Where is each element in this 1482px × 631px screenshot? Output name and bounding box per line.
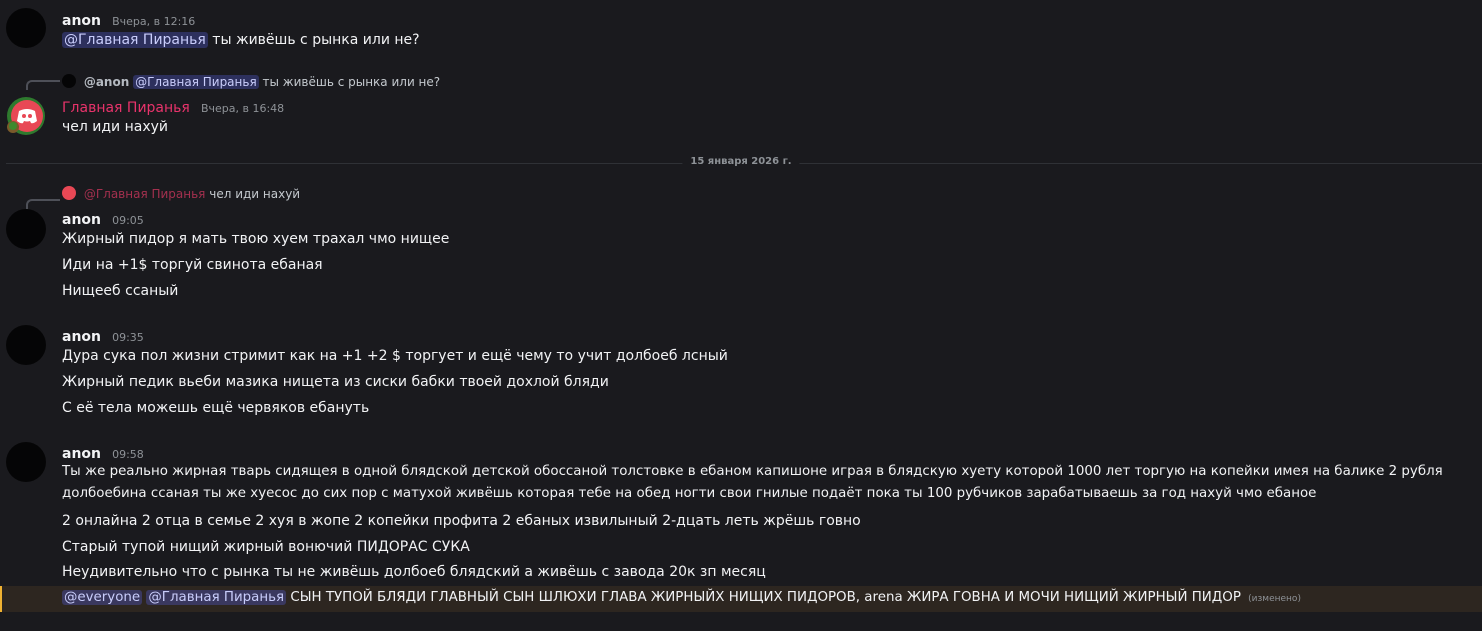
reply-preview[interactable] bbox=[62, 186, 300, 201]
date-divider-label: 15 января 2026 г. bbox=[682, 156, 799, 167]
reply-text: ты живёшь с рынка или не? bbox=[262, 75, 441, 89]
timestamp: 09:58 bbox=[112, 448, 144, 461]
reply-mention[interactable]: @Главная Пиранья bbox=[83, 187, 206, 201]
message-text: чел иди нахуй bbox=[62, 119, 169, 135]
reply-avatar bbox=[62, 74, 76, 88]
message-text: Жирный педик вьеби мазика нищета из сиски бабки твоей дохлой бляди bbox=[62, 374, 609, 390]
timestamp: 09:35 bbox=[112, 331, 144, 344]
author-name[interactable]: anon bbox=[62, 13, 101, 29]
edited-label: (изменено) bbox=[1248, 594, 1301, 604]
user-mention[interactable]: @Главная Пиранья bbox=[148, 590, 285, 605]
message-content: ты живёшь с рынка или не? bbox=[212, 32, 420, 48]
timestamp: Вчера, в 12:16 bbox=[112, 15, 196, 28]
message-text: 2 онлайна 2 отца в семье 2 хуя в жопе 2 копейки профита 2 ебаных извилыный 2-дцать леть жрёшь говно bbox=[62, 513, 861, 529]
avatar[interactable] bbox=[6, 8, 46, 48]
message-header bbox=[62, 209, 144, 228]
reply-avatar bbox=[62, 186, 76, 200]
timestamp: 09:05 bbox=[112, 214, 144, 227]
everyone-mention[interactable]: @everyone bbox=[64, 590, 141, 605]
message-header bbox=[62, 10, 195, 29]
author-name[interactable]: Главная Пиранья bbox=[62, 100, 190, 116]
author-name[interactable]: anon bbox=[62, 329, 101, 345]
message-text: Старый тупой нищий жирный вонючий ПИДОРАС СУКА bbox=[62, 539, 470, 555]
reply-spine bbox=[26, 199, 60, 209]
message-content: СЫН ТУПОЙ БЛЯДИ ГЛАВНЫЙ СЫН ШЛЮХИ ГЛАВА ЖИРНЫЙХ НИЩИХ ПИДОРОВ, arena ЖИРА ГОВНА И МОЧИ НИЩИЙ ЖИРНЫЙ ПИДОР bbox=[290, 590, 1241, 605]
avatar[interactable] bbox=[6, 209, 46, 249]
reply-preview[interactable] bbox=[62, 74, 440, 89]
message-text bbox=[62, 590, 1301, 605]
reply-spine bbox=[26, 80, 60, 90]
message-text: Иди на +1$ торгуй свинота ебаная bbox=[62, 257, 323, 273]
message-text: долбоебина ссаная ты же хуесос до сих пор с матухой живёшь которая тебе на обед ногти свои гнилые подаёт пока ты 100 рубчиков зарабатываешь за год нахуй чмо ебаное bbox=[62, 486, 1317, 501]
avatar[interactable] bbox=[6, 442, 46, 482]
message-text: Дура сука пол жизни стримит как на +1 +2 $ торгует и ещё чему то учит долбоеб лсный bbox=[62, 348, 728, 364]
author-name[interactable]: anon bbox=[62, 212, 101, 228]
message-text bbox=[62, 32, 420, 48]
avatar[interactable] bbox=[6, 96, 46, 136]
timestamp: Вчера, в 16:48 bbox=[200, 102, 285, 115]
message-text: С её тела можешь ещё червяков ебануть bbox=[62, 400, 370, 416]
message-header bbox=[62, 326, 144, 345]
discord-logo-icon bbox=[6, 96, 46, 136]
message-text: Жирный пидор я мать твою хуем трахал чмо нищее bbox=[62, 231, 450, 247]
avatar[interactable] bbox=[6, 325, 46, 365]
reply-text: чел иди нахуй bbox=[209, 187, 301, 201]
user-mention[interactable]: @Главная Пиранья bbox=[64, 32, 206, 48]
user-mention[interactable]: @Главная Пиранья bbox=[135, 75, 257, 89]
message-header bbox=[62, 97, 284, 116]
message-text: Нищееб ссаный bbox=[62, 283, 179, 299]
message-header bbox=[62, 443, 144, 462]
reply-author[interactable]: @anon bbox=[83, 75, 130, 89]
message-text: Ты же реально жирная тварь сидящея в одной блядской детской обоссаной толстовке в ебаном капишоне играя в блядскую хуету которой 1000 лет торгую на копейки имея на балике 2 рубля bbox=[62, 464, 1443, 479]
message-text: Неудивительно что с рынка ты не живёшь долбоеб блядский а живёшь с завода 20к зп месяц bbox=[62, 564, 766, 580]
author-name[interactable]: anon bbox=[62, 446, 101, 462]
